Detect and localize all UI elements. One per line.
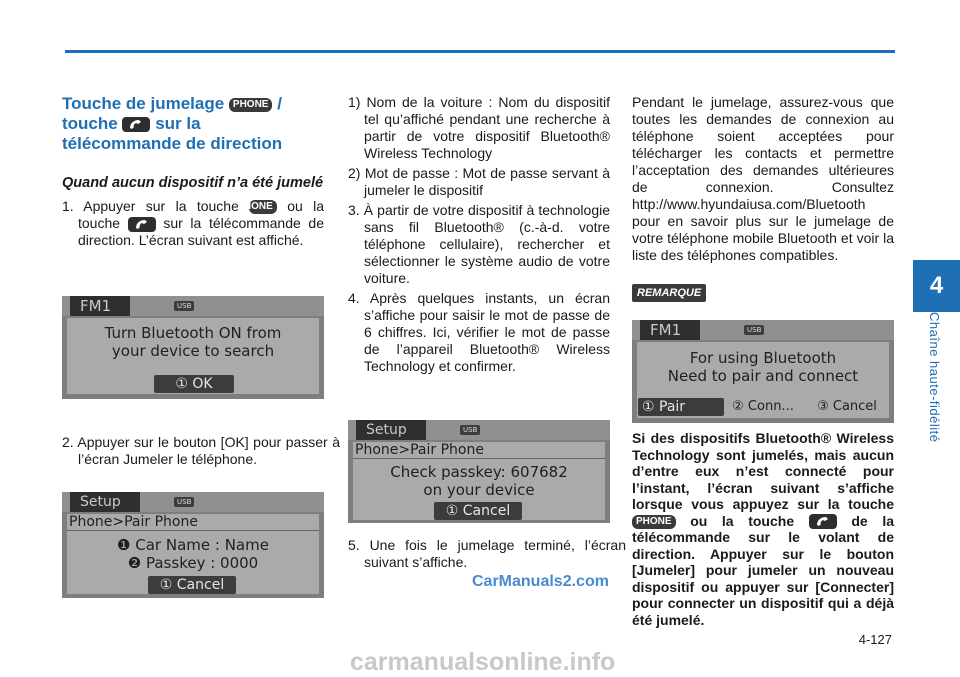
screen-check-passkey [348,420,610,523]
list-item: 2) Mot de passe : Mot de passe servant à jumeler le dispositif [348,165,610,198]
list-item: 5. Une fois le jumelage terminé, l’écran suivant s’affiche. [348,537,626,570]
left-column [62,94,324,249]
screen-line: Check passkey: 607682 [390,463,568,481]
watermark-footer: carmanualsonline.info [350,648,616,676]
pair-button[interactable]: ① Pair [638,398,724,416]
subheading: Quand aucun dispositif n’a été jumelé [62,175,324,191]
list-item: 1) Nom de la voiture : Nom du dispositif tel qu’affiché pendant une recherche à partir de votre dispositif Bluetooth® Wireless Technology [348,94,610,161]
screen-line: ❷ Passkey : 0000 [127,554,259,572]
heading-text: sur la [155,114,201,133]
usb-indicator: USB [460,425,480,435]
note-text: Si des dispositifs Bluetooth® Wireless Technology sont jumelés, mais aucun d’entre eux n’est connecté pour l’instant, l’écran suivant s’affiche lorsque vous appuyez sur la touche [632,430,894,512]
heading-text: télécommande de direction [62,134,283,153]
remarque-badge: REMARQUE [632,284,706,302]
screen-need-pair [632,320,894,423]
remarque-label [632,283,706,302]
step-2: 2. Appuyer sur le bouton [OK] pour passer à l’écran Jumeler le téléphone. [62,434,340,467]
step-1-text: 1. Appuyer sur la touche [62,198,239,214]
screen-mode: FM1 [70,296,130,316]
screen-line: For using Bluetooth [689,349,837,367]
section-label: Chaîne haute-fidélité [927,312,942,443]
section-heading [62,94,324,154]
screen-line: Turn Bluetooth ON from [104,324,282,342]
section-tab [913,260,960,312]
step-1 [62,198,324,249]
phone-icon [128,217,156,232]
section-number: 4 [929,272,944,299]
top-rule [65,50,895,53]
connect-button[interactable]: ② Conn... [732,399,794,414]
screen-mode: Setup [356,420,426,440]
screen-line: ❶ Car Name : Name [117,536,269,554]
usb-indicator: USB [174,301,194,311]
usb-indicator: USB [174,497,194,507]
cancel-button[interactable]: ① Cancel [434,502,522,520]
phone-badge: PHONE [632,515,676,529]
right-paragraph: Pendant le jumelage, assurez-vous que toutes les demandes de connexion au téléphone soient acceptées pour télécharger les contacts et permettre l’acceptation des demandes ultérieures de connexion. Consultez http://www.hyundaiusa.com/Bluetooth pour en savoir plus sur le jumelage de votre téléphone mobile Bluetooth et voir la liste des téléphones compatibles. [632,94,894,263]
screen-line: on your device [423,481,535,499]
list-item: 4. Après quelques instants, un écran s’affiche pour saisir le mot de passe de 6 chiffres. Ici, vérifier le mot de passe de l’appareil Bluetooth® Wireless Technology et confirmer. [348,290,610,374]
note-text: ou la touche [690,512,795,529]
heading-slash: / [277,94,282,113]
remarque-text [632,430,894,628]
screen-bluetooth-off [62,296,324,399]
step-1-text: sur la télécommande de direction. L’écran suivant est affiché. [78,215,324,248]
list-item: 3. À partir de votre dispositif à technologie sans fil Bluetooth® (c.-à-d. votre téléphone cellulaire), rechercher et sélectionner le système audio de votre voiture. [348,202,610,286]
page-number: 4-127 [858,632,892,647]
cancel-button[interactable]: ③ Cancel [817,399,877,414]
screen-mode: FM1 [640,320,700,340]
phone-icon [122,117,150,132]
cancel-button[interactable]: ① Cancel [148,576,236,594]
heading-text: Touche de jumelage [62,94,225,113]
screen-line: your device to search [111,342,275,360]
phone-badge: PHONE [229,98,273,112]
screen-line: Need to pair and connect [667,367,859,385]
heading-text: touche [62,114,118,133]
watermark: CarManuals2.com [472,573,609,590]
screen-pair-phone [62,492,324,598]
note-text: de la télécommande sur le volant de direction. Appuyer sur le bouton [Jumeler] pour jumeler un nouveau dispositif ou appuyer sur [Connecter] pour connecter un dispositif qui a déjà été jumelé. [632,512,894,628]
middle-column [348,94,610,375]
phone-icon [809,514,837,529]
screen-title: Phone>Pair Phone [353,442,605,459]
screen-mode: Setup [70,492,140,512]
usb-indicator: USB [744,325,764,335]
ok-button[interactable]: ① OK [154,375,234,393]
phone-badge: PHONE [249,200,277,214]
step-1-text: ou la touche [78,198,325,231]
screen-title: Phone>Pair Phone [67,514,319,531]
